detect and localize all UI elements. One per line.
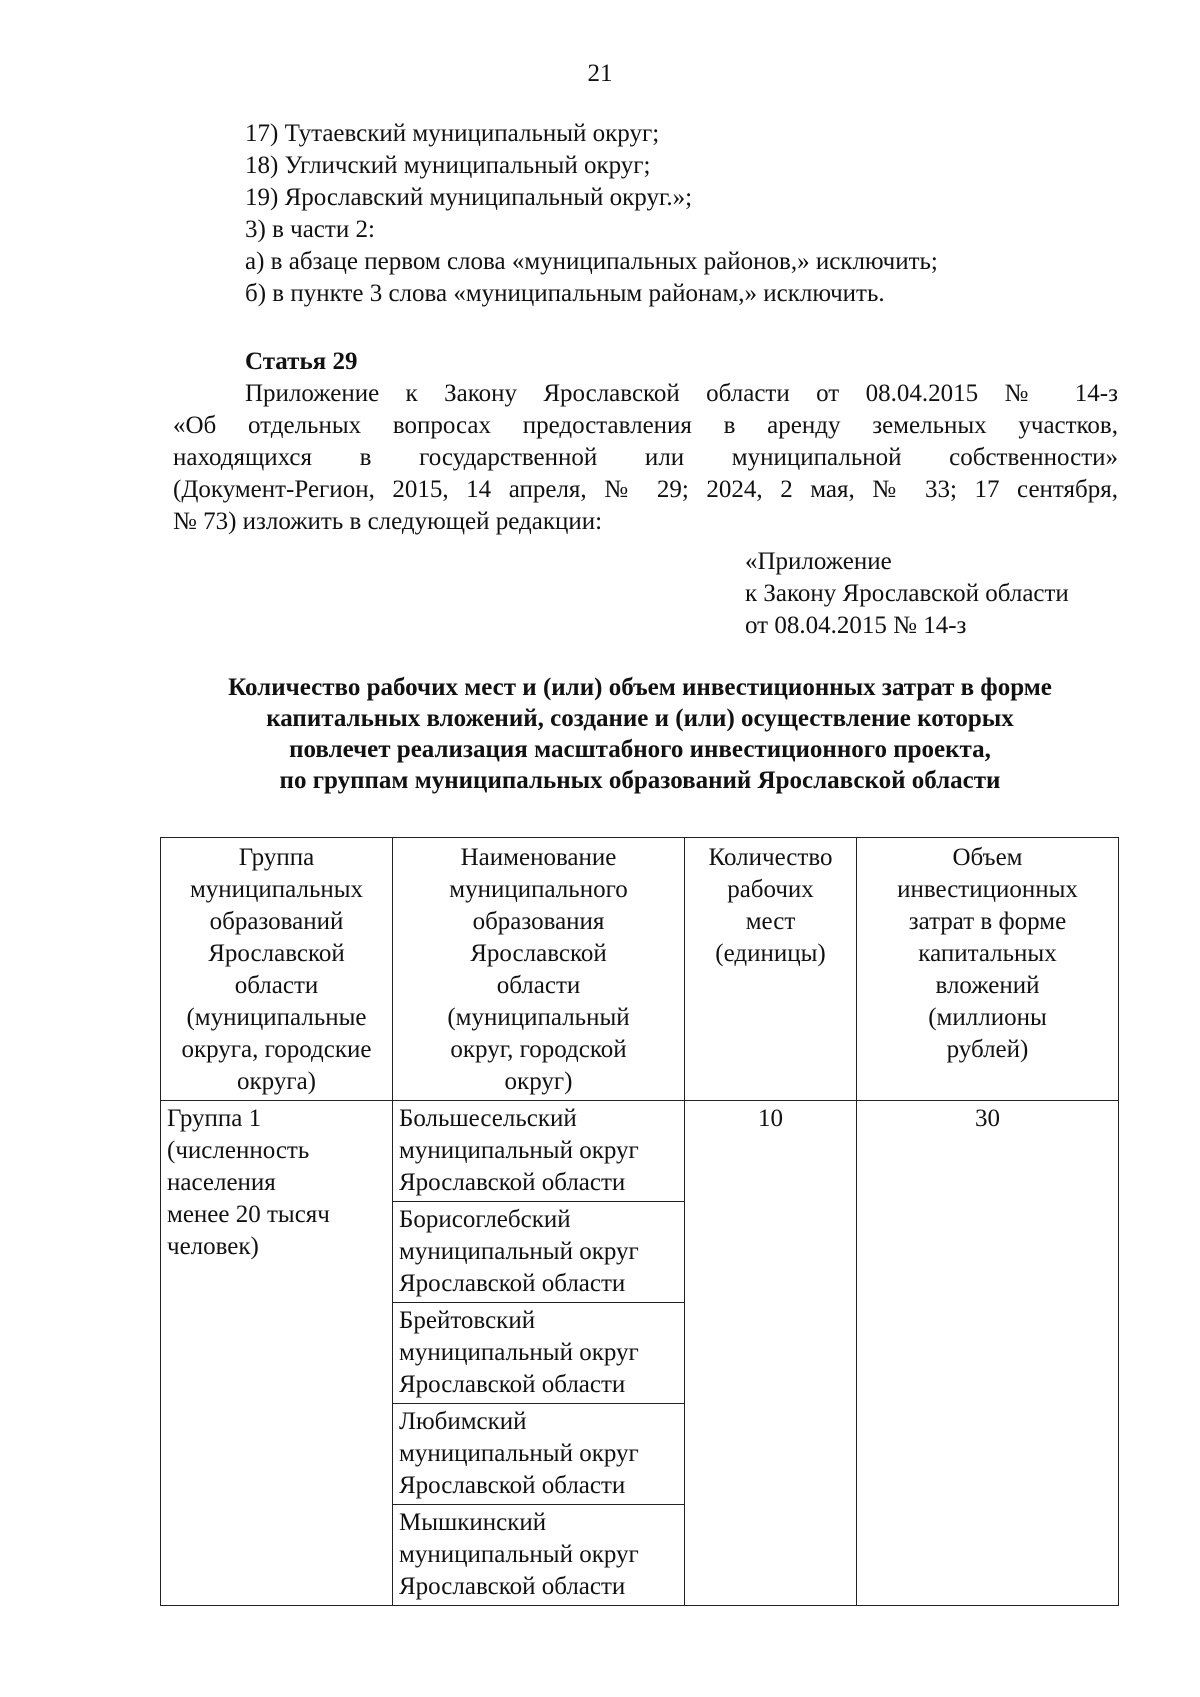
amendment-line: 3) в части 2: (245, 216, 375, 243)
amendment-line: б) в пункте 3 слова «муниципальным районам,» исключить. (245, 280, 885, 307)
header-group: Группа муниципальных образований Ярославской области (муниципальные округа, городские округа) (161, 838, 393, 1101)
group-cell: Группа 1 (численность населения менее 20 тысяч человек) (161, 1101, 393, 1606)
municipality-cell: Любимский муниципальный округ Ярославской области (393, 1404, 685, 1505)
document-title (150, 672, 1130, 796)
attachment-line: к Закону Ярославской области (745, 580, 1069, 607)
attachment-header (745, 546, 1069, 642)
article-line: находящихся в государственной или муниципальной собственности» (173, 444, 1118, 471)
amendment-line: 17) Тутаевский муниципальный округ; (245, 120, 660, 147)
amendment-line: 18) Угличский муниципальный округ; (245, 152, 651, 179)
municipality-cell: Большесельский муниципальный округ Ярославской области (393, 1101, 685, 1202)
article-line: Приложение к Закону Ярославской области от 08.04.2015 № 14-з (245, 380, 1118, 407)
page-number: 21 (587, 60, 613, 87)
investment-cell: 30 (857, 1101, 1119, 1606)
attachment-line: от 08.04.2015 № 14-з (745, 612, 967, 639)
amendment-line: 19) Ярославский муниципальный округ.»; (245, 184, 693, 211)
municipality-cell: Брейтовский муниципальный округ Ярославской области (393, 1303, 685, 1404)
header-investment: Объем инвестиционных затрат в форме капитальных вложений (миллионы рублей) (857, 838, 1119, 1101)
jobs-cell: 10 (685, 1101, 857, 1606)
municipality-cell: Мышкинский муниципальный округ Ярославской области (393, 1505, 685, 1606)
title-line: по группам муниципальных образований Ярославской области (279, 767, 1001, 794)
title-line: повлечет реализация масштабного инвестиционного проекта, (289, 736, 991, 763)
article-line: № 73) изложить в следующей редакции: (173, 508, 603, 535)
header-jobs: Количество рабочих мест (единицы) (685, 838, 857, 1101)
amendment-line: а) в абзаце первом слова «муниципальных районов,» исключить; (245, 248, 938, 275)
attachment-line: «Приложение (745, 548, 892, 575)
table-row (161, 1101, 1119, 1202)
municipality-cell: Борисоглебский муниципальный округ Ярославской области (393, 1202, 685, 1303)
title-line: капитальных вложений, создание и (или) осуществление которых (266, 705, 1014, 732)
article-line: «Об отдельных вопросах предоставления в аренду земельных участков, (173, 412, 1118, 439)
title-line: Количество рабочих мест и (или) объем инвестиционных затрат в форме (228, 674, 1052, 701)
municipal-groups-table (160, 837, 1119, 1606)
article-line: (Документ-Регион, 2015, 14 апреля, № 29; 2024, 2 мая, № 33; 17 сентября, (173, 476, 1118, 503)
article-body (173, 378, 1118, 538)
table-header-row (161, 838, 1119, 1101)
amendment-list (245, 118, 938, 310)
article-title: Статья 29 (245, 348, 358, 375)
header-municipality-name: Наименование муниципального образования Ярославской области (муниципальный округ, городской округ) (393, 838, 685, 1101)
